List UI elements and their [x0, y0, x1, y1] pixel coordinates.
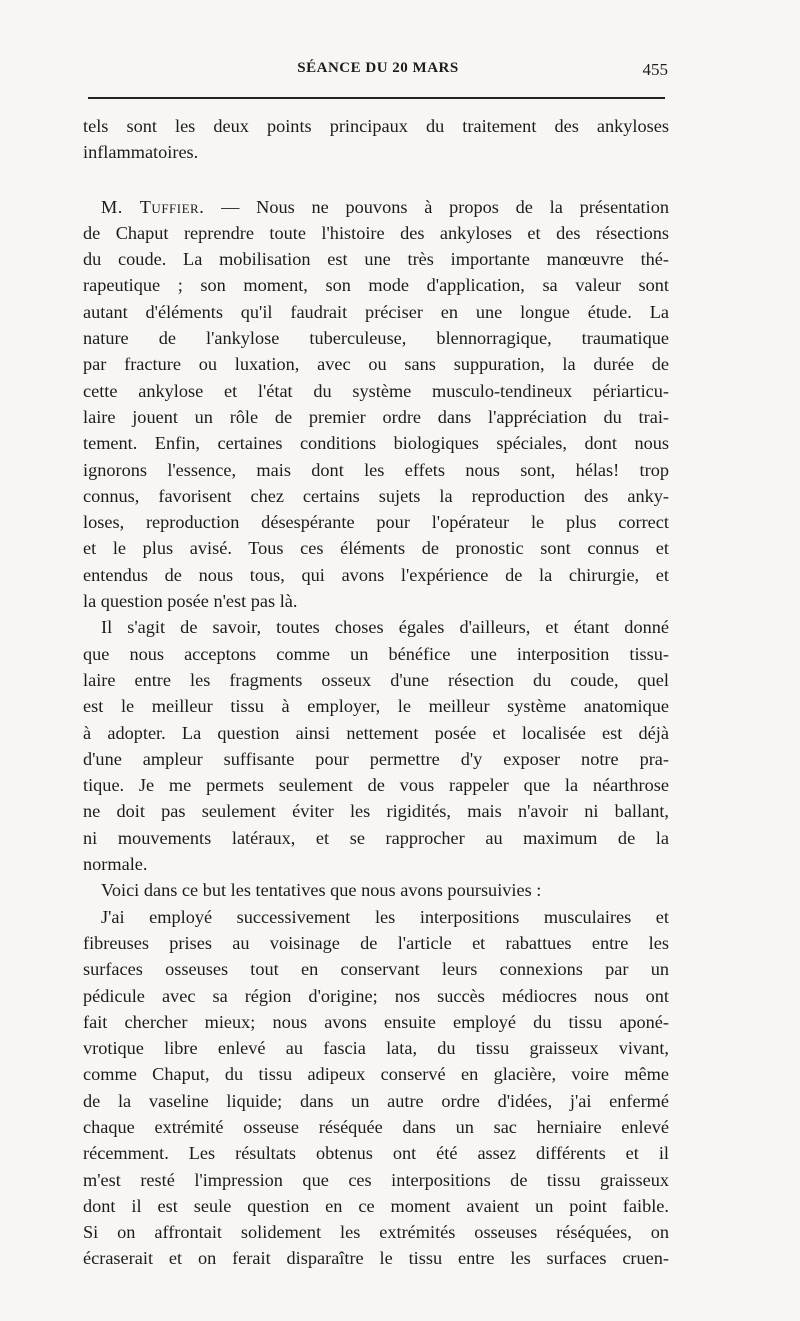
body-text: [83, 113, 669, 1272]
text-line: [83, 194, 669, 220]
text-line: cette ankylose et l'état du système musculo-tendineux périarticu-: [83, 380, 669, 401]
text-line: chaque extrémité osseuse réséquée dans un sac herniaire enlevé: [83, 1116, 669, 1137]
text-line: ignorons l'essence, mais dont les effets nous sont, hélas! trop: [83, 459, 669, 480]
text-line: nature de l'ankylose tuberculeuse, blennorragique, traumatique: [83, 328, 669, 349]
text-line: Si on affrontait solidement les extrémités osseuses réséquées, on: [83, 1222, 669, 1243]
text-line: ni mouvements latéraux, et se rapprocher au maximum de la: [83, 827, 669, 848]
text-line: tement. Enfin, certaines conditions biologiques spéciales, dont nous: [83, 433, 669, 454]
speaker-name: M. Tuffier.: [101, 196, 205, 217]
running-title: SÉANCE DU 20 MARS: [297, 60, 459, 76]
text-line: récemment. Les résultats obtenus ont été assez différents et il: [83, 1143, 669, 1164]
text-line: tique. Je me permets seulement de vous rappeler que la néarthrose: [83, 775, 669, 796]
text-line: est le meilleur tissu à employer, le meilleur système anatomique: [83, 696, 669, 717]
text-line: par fracture ou luxation, avec ou sans suppuration, la durée de: [83, 354, 669, 375]
page-number: 455: [642, 60, 668, 79]
text-line: fait chercher mieux; nous avons ensuite employé du tissu aponé-: [83, 1011, 669, 1032]
text-line: de Chaput reprendre toute l'histoire des ankyloses et des résections: [83, 222, 669, 243]
text-line: que nous acceptons comme un bénéfice une interposition tissu-: [83, 643, 669, 664]
text-line: inflammatoires.: [83, 142, 199, 163]
text-line: m'est resté l'impression que ces interpositions de tissu graisseux: [83, 1169, 669, 1190]
text-line: laire jouent un rôle de premier ordre dans l'appréciation du trai-: [83, 406, 669, 427]
text-line: laire entre les fragments osseux d'une résection du coude, quel: [83, 669, 669, 690]
text-line: normale.: [83, 854, 148, 875]
text-line: d'une ampleur suffisante pour permettre d'y exposer notre pra-: [83, 748, 669, 769]
text-line: pédicule avec sa région d'origine; nos succès médiocres nous ont: [83, 985, 669, 1006]
header-rule: [88, 97, 665, 99]
text-fragment: — Nous ne pouvons à propos de la présentation: [204, 196, 669, 217]
text-line: à adopter. La question ainsi nettement posée et localisée est déjà: [83, 722, 669, 743]
paragraph: [83, 194, 669, 615]
running-header: [88, 58, 668, 86]
text-line: connus, favorisent chez certains sujets la reproduction des anky-: [83, 485, 669, 506]
text-line: J'ai employé successivement les interpositions musculaires et: [101, 906, 669, 927]
text-line: du coude. La mobilisation est une très importante manœuvre thé-: [83, 249, 669, 270]
text-line: entendus de nous tous, qui avons l'expérience de la chirurgie, et: [83, 564, 669, 585]
paragraph: [83, 904, 669, 1272]
text-line: loses, reproduction désespérante pour l'opérateur le plus correct: [83, 512, 669, 533]
text-line: autant d'éléments qu'il faudrait préciser en une longue étude. La: [83, 301, 669, 322]
text-line: de la vaseline liquide; dans un autre ordre d'idées, j'ai enfermé: [83, 1090, 669, 1111]
paragraph-gap: [83, 166, 669, 194]
text-line: Voici dans ce but les tentatives que nous avons poursuivies :: [101, 880, 542, 901]
text-line: vrotique libre enlevé au fascia lata, du tissu graisseux vivant,: [83, 1038, 669, 1059]
paragraph: [83, 113, 669, 166]
text-line: tels sont les deux points principaux du traitement des ankyloses: [83, 116, 669, 136]
text-line: et le plus avisé. Tous ces éléments de pronostic sont connus et: [83, 538, 669, 559]
text-line: écraserait et on ferait disparaître le tissu entre les surfaces cruen-: [83, 1248, 669, 1269]
paragraph: [83, 614, 669, 877]
text-line: comme Chaput, du tissu adipeux conservé en glacière, voire même: [83, 1064, 669, 1085]
text-line: ne doit pas seulement éviter les rigidités, mais n'avoir ni ballant,: [83, 801, 669, 822]
text-line: Il s'agit de savoir, toutes choses égales d'ailleurs, et étant donné: [101, 617, 669, 638]
text-line: rapeutique ; son moment, son mode d'application, sa valeur sont: [83, 275, 669, 296]
paragraph: [83, 877, 669, 903]
text-line: surfaces osseuses tout en conservant leurs connexions par un: [83, 959, 669, 980]
text-line: la question posée n'est pas là.: [83, 591, 298, 612]
text-line: dont il est seule question en ce moment avaient un point faible.: [83, 1195, 669, 1216]
text-line: fibreuses prises au voisinage de l'article et rabattues entre les: [83, 932, 669, 953]
